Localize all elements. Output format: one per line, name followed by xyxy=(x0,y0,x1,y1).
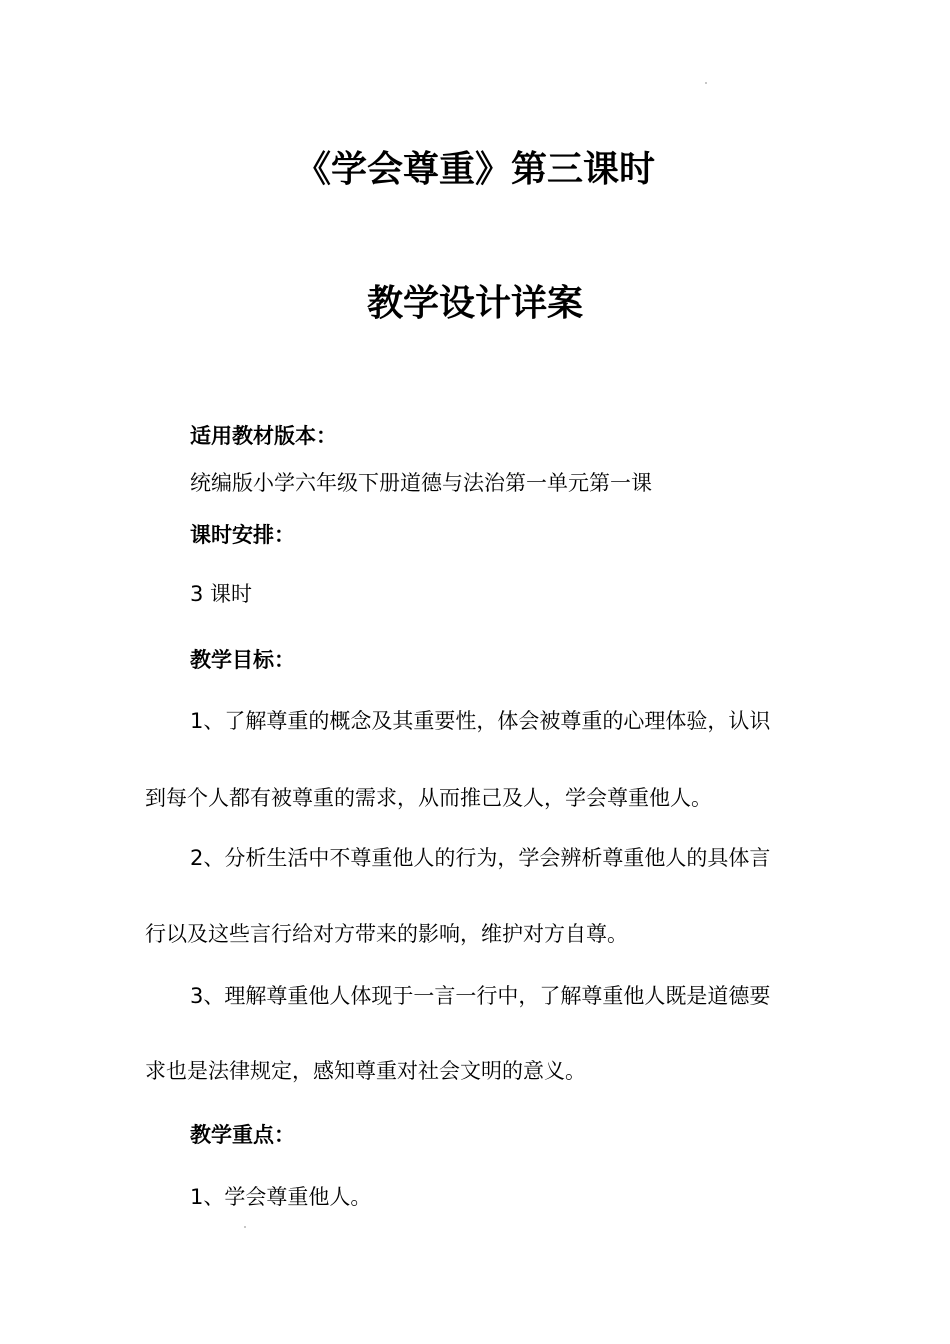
textbook-value: 统编版小学六年级下册道德与法治第一单元第一课 xyxy=(190,471,652,495)
objective-2-line2: 行以及这些言行给对方带来的影响，维护对方自尊。 xyxy=(145,922,628,946)
document-title-line1: 《学会尊重》第三课时 xyxy=(294,149,655,190)
objective-1-line1: 1、了解尊重的概念及其重要性，体会被尊重的心理体验，认识 xyxy=(190,709,771,733)
scan-speck xyxy=(244,1226,246,1228)
objective-1-line2: 到每个人都有被尊重的需求，从而推己及人，学会尊重他人。 xyxy=(145,786,712,810)
objectives-heading: 教学目标： xyxy=(190,648,295,672)
objective-3-line1: 3、理解尊重他人体现于一言一行中，了解尊重他人既是道德要 xyxy=(190,984,771,1008)
objective-2-line1: 2、分析生活中不尊重他人的行为，学会辨析尊重他人的具体言 xyxy=(190,846,771,870)
key-point-1: 1、学会尊重他人。 xyxy=(190,1185,372,1209)
scan-speck xyxy=(705,82,707,84)
objective-3-line2: 求也是法律规定，感知尊重对社会文明的意义。 xyxy=(145,1059,586,1083)
schedule-heading: 课时安排： xyxy=(190,523,295,547)
schedule-value: 3 课时 xyxy=(190,582,253,606)
document-title-line2: 教学设计详案 xyxy=(366,283,583,324)
key-points-heading: 教学重点： xyxy=(190,1123,295,1147)
textbook-heading: 适用教材版本： xyxy=(190,424,337,448)
